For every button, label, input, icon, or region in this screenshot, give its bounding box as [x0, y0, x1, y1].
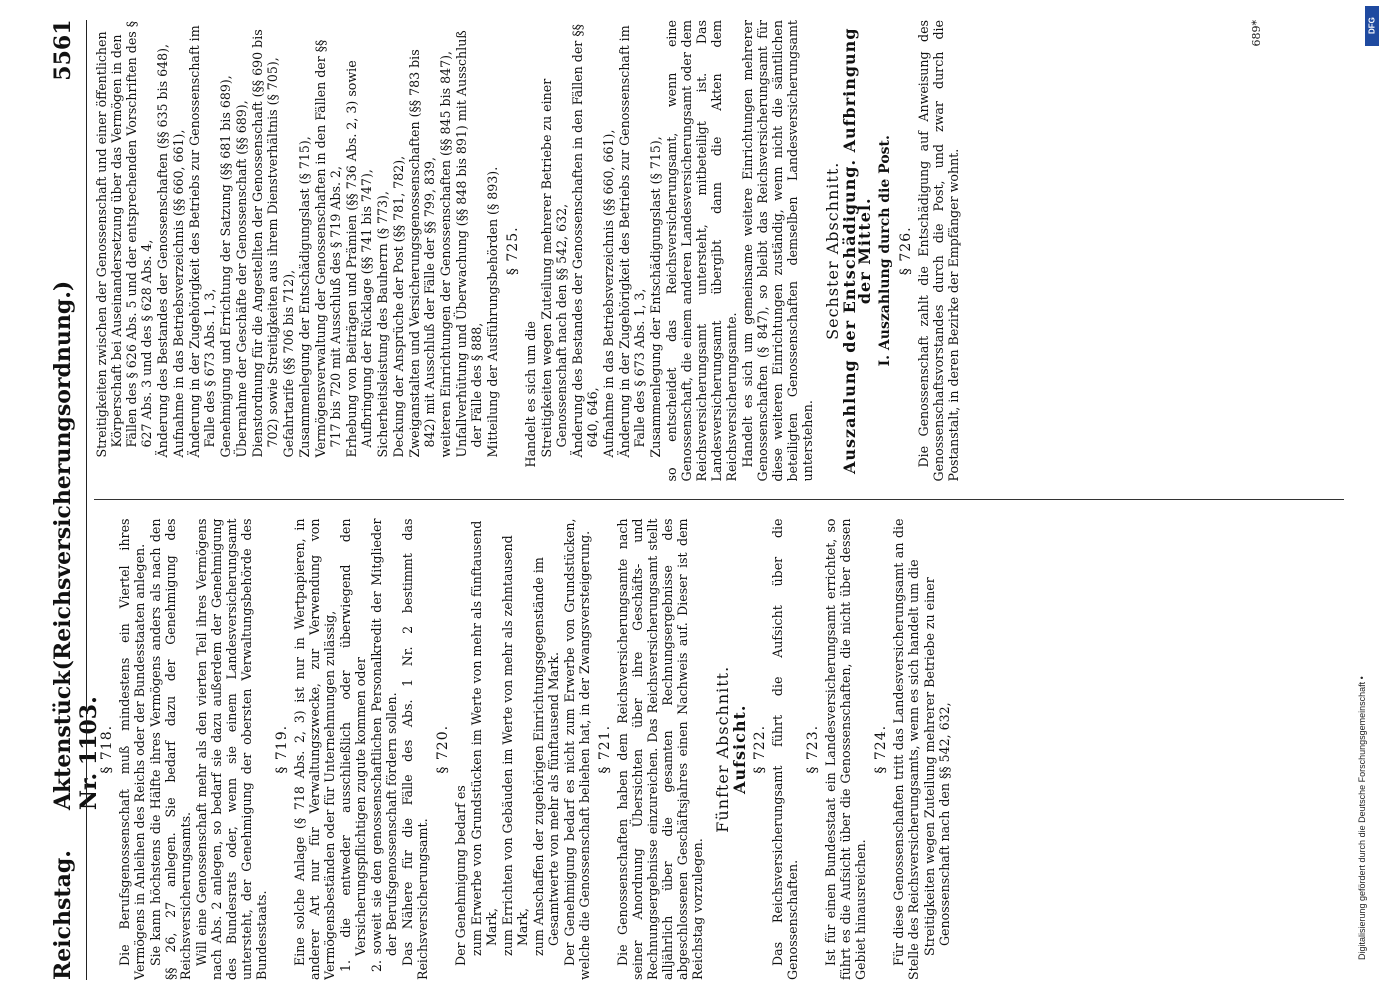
list-item: Erhebung von Beiträgen und Prämien (§§ 736 Abs. 2, 3) sowie Aufbringung der Rücklage (§§ 741 bis 747),: [344, 60, 374, 458]
list-item: Streitigkeiten wegen Zuteilung mehrerer Betriebe zu einer Genossenschaft nach den §§ 542, 632,: [539, 78, 569, 458]
header-rule: [86, 20, 87, 980]
section-heading: § 721.: [597, 724, 613, 774]
paragraph: Will eine Genossenschaft mehr als den vierten Teil ihres Vermögens nach Abs. 2 anlegen, so bedarf sie dazu außerdem der Genehmigung des Bundesrats oder, wenn sie einem Landesversicherungsamt untersteht, der Genehmigung der obersten Verwaltungsbehörde des Bundesstaats.: [194, 518, 269, 980]
header-aktenstueck: Aktenstück Nr. 1103.: [50, 670, 102, 811]
section-heading: § 718.: [99, 724, 115, 774]
digitization-credit: [1357, 60, 1377, 960]
list-item: Dienstordnung für die Angestellten der Genossenschaft (§§ 690 bis 702) sowie Streitigkeiten aus ihrem Dienstverhältnis (§ 705),: [250, 29, 280, 458]
paragraph: Eine solche Anlage (§ 718 Abs. 2, 3) ist nur in Wertpapieren, in anderer Art nur für Verwaltungszwecke, zur Verwendung von Vermögensbeständen oder für Unternehmungen zulässig,: [292, 518, 337, 980]
list-item: Zusammenlegung der Entschädigungslast (§ 715),: [297, 136, 312, 458]
paragraph: Die Genossenschaft zahlt die Entschädigung auf Anweisung des Genossenschaftsvorstandes durch die Post, und zwar durch die Postanstalt, in deren Bezirke der Empfänger wohnt.: [916, 20, 961, 482]
list-item: Änderung in der Zugehörigkeit des Betriebs zur Genossenschaft im Falle des § 673 Abs. 1, 3,: [187, 25, 217, 458]
list-item: Sicherheitsleistung des Bauherrn (§ 773),: [375, 191, 390, 458]
paragraph: Die Genossenschaften haben dem Reichsversicherungsamte nach seiner Anordnung Übersichten über ihre Geschäfts- und Rechnungsergebnisse einzureichen. Das Reichsversicherungsamt stellt alljährlich über die gesamten Rechnungsergebnisse des abgeschlossenen Geschäftsjahres einen Nachweis auf. Dieser ist dem Reichstag vorzulegen.: [615, 518, 705, 980]
list-item: Zweiganstalten und Versicherungsgenossenschaften (§§ 783 bis 842) mit Ausschluß der Fälle der §§ 799, 839,: [407, 49, 437, 458]
paragraph: Für diese Genossenschaften tritt das Landesversicherungsamt an die Stelle des Reichsversicherungsamts, wenn es sich handelt um die: [891, 518, 921, 980]
list-item: zum Anschaffen der zugehörigen Einrichtungsgegenstände im Gesamtwerte von mehr als fünftausend Mark.: [531, 557, 561, 956]
list-item: Zusammenlegung der Entschädigungslast (§ 715),: [648, 136, 663, 458]
chapter-heading: Fünfter Abschnitt.: [713, 665, 732, 833]
dfg-logo: DFG: [1365, 6, 1379, 46]
list-item: Änderung des Bestandes der Genossenschaften in den Fällen der §§ 640, 646,: [570, 24, 600, 458]
section-heading: § 719.: [274, 724, 290, 774]
list-item: Aufnahme in das Betriebsverzeichnis (§§ 660, 661),: [171, 129, 186, 458]
list-item: zum Erwerbe von Grundstücken im Werte von mehr als fünftausend Mark,: [469, 520, 499, 956]
paragraph: Das Reichsversicherungsamt führt die Aufsicht über die Genossenschaften.: [770, 518, 800, 980]
section-heading: § 720.: [435, 724, 451, 774]
section-heading: § 726.: [898, 226, 914, 276]
list-item: Genehmigung und Errichtung der Satzung (§§ 681 bis 689),: [218, 75, 233, 458]
list-item: 1. die entweder ausschließlich oder überwiegend den Versicherungspflichtigen zugute kommen oder: [338, 518, 368, 972]
header-title: (Reichsversicherungsordnung.): [50, 280, 76, 671]
list-item: zum Errichten von Gebäuden im Werte von mehr als zehntausend Mark,: [500, 535, 530, 956]
list-item: Gefahrtarife (§§ 706 bis 712),: [281, 269, 296, 458]
column-divider: [94, 500, 1344, 501]
sheet-number: 689*: [1250, 20, 1263, 47]
text-columns: [94, 20, 1344, 980]
paragraph: Handelt es sich um gemeinsame weitere Einrichtungen mehrerer Genossenschaften (§ 847), so bleibt das Reichsversicherungsamt für diese weiteren Einrichtungen zuständig, wenn nicht die sämtlichen beteiligten Genossenschaften demselben Landesversicherungsamt unterstehen.: [740, 20, 815, 482]
list-item: Deckung der Ansprüche der Post (§§ 781, 782),: [391, 155, 406, 458]
list-item: Vermögensverwaltung der Genossenschaften in den Fällen der §§ 717 bis 720 mit Ausschluß des § 719 Abs. 2,: [313, 39, 343, 458]
paragraph: Sie kann höchstens die Hälfte ihres Vermögens anders als nach den §§ 26, 27 anlegen. Sie bedarf dazu der Genehmigung des Reichsversicherungsamts.: [148, 518, 193, 980]
paragraph: Ist für einen Bundesstaat ein Landesversicherungsamt errichtet, so führt es die Aufsicht über die Genossenschaften, die nicht über dessen Gebiet hinausreichen.: [823, 518, 868, 980]
paragraph: so entscheidet das Reichsversicherungsamt, wenn eine Genossenschaft, die einem anderen Landesversicherungsamt oder dem Reichsversicherungsamt untersteht, mitbeteiligt ist. Das Landesversicherungsamt übergibt dann die Akten dem Reichsversicherungsamte.: [664, 20, 739, 482]
list-item: weiteren Einrichtungen der Genossenschaften (§§ 845 bis 847),: [438, 50, 453, 458]
rotated-print: [50, 20, 1350, 980]
paragraph: Der Genehmigung bedarf es: [453, 785, 468, 966]
paragraph: Handelt es sich um die: [523, 321, 538, 468]
list-item: 2. soweit sie den genossenschaftlichen Personalkredit der Mitglieder der Berufsgenossenschaft fördern sollen.: [369, 518, 399, 972]
chapter-heading: Sechster Abschnitt.: [823, 161, 842, 340]
paragraph: Die Berufsgenossenschaft muß mindestens ein Viertel ihres Vermögens in Anleihen des Reichs oder der Bundesstaaten anlegen.: [117, 518, 147, 980]
section-heading: § 722.: [752, 724, 768, 774]
list-item: Aufnahme in das Betriebsverzeichnis (§§ 660, 661),: [601, 129, 616, 458]
list-item: Änderung des Bestandes der Genossenschaften (§§ 635 bis 648),: [155, 43, 170, 458]
page-header: [50, 19, 102, 980]
list-item: Änderung in der Zugehörigkeit des Betriebs zur Genossenschaft im Falle des § 673 Abs. 1, 3,: [617, 25, 647, 458]
section-heading: § 723.: [805, 724, 821, 774]
chapter-title: Aufsicht.: [730, 704, 749, 794]
list-item: Streitigkeiten zwischen der Genossenschaft und einer öffentlichen Körperschaft bei Auseinandersetzung über das Vermögen in den Fällen des § 626 Abs. 5 und der entsprechenden Vorschriften des § 627 Abs. 3 und des § 628 Abs. 4,: [94, 20, 154, 458]
list-item: Unfallverhütung und Überwachung (§§ 848 bis 891) mit Ausschluß der Fälle des § 888,: [454, 30, 484, 458]
paragraph: Der Genehmigung bedarf es nicht zum Erwerbe von Grundstücken, welche die Genossenschaft beliehen hat, in der Zwangsversteigerung.: [562, 518, 592, 980]
section-heading: § 724.: [873, 724, 889, 774]
section-heading: § 725.: [505, 226, 521, 276]
credit-text: Digitalisierung gefördert durch die Deutsche Forschungsgemeinschaft •: [1357, 676, 1367, 960]
header-reichstag: Reichstag.: [50, 850, 76, 980]
list-item: Übernahme der Geschäfte der Genossenschaft (§§ 689),: [234, 100, 249, 458]
paragraph: Das Nähere für die Fälle des Abs. 1 Nr. 2 bestimmt das Reichsversicherungsamt.: [400, 518, 430, 980]
list-item: Streitigkeiten wegen Zuteilung mehrerer Betriebe zu einer Genossenschaft nach den §§ 542, 632,: [922, 577, 952, 956]
column-left: [94, 519, 1344, 981]
chapter-title: Auszahlung der Entschädigung. Aufbringung der Mittel.: [840, 27, 874, 475]
column-right: [94, 20, 1344, 482]
subsection-heading: I. Auszahlung durch die Post.: [877, 135, 893, 367]
list-item: Mitteilung der Ausführungsbehörden (§ 893).: [485, 166, 500, 458]
page-number: 5561: [50, 19, 76, 81]
